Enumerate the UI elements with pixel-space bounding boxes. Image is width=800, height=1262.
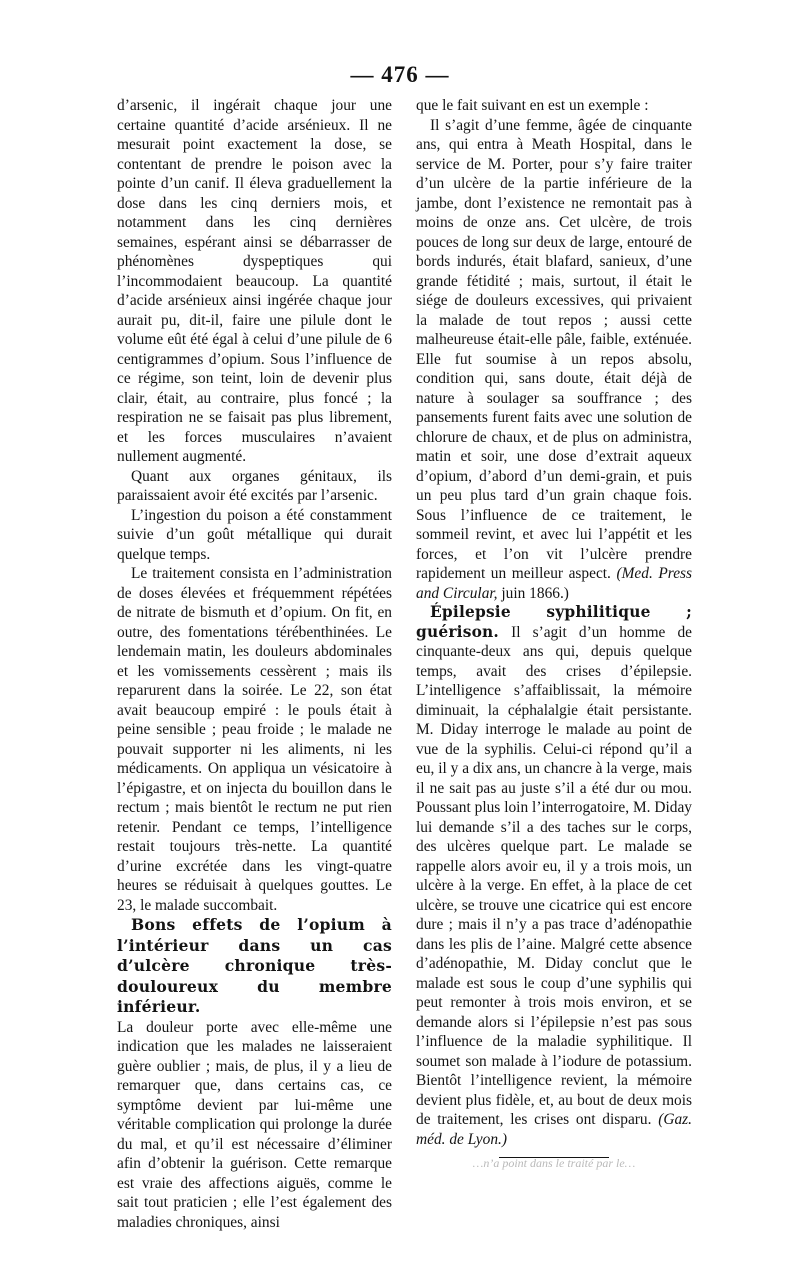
citation-med-press: (Med. Press and Circular, <box>416 565 692 602</box>
right-paragraph-2 <box>416 116 692 604</box>
right-paragraph-1: que le fait suivant en est un exemple : <box>416 97 649 114</box>
article-heading-opium-text: Bons effets de l’opium à l’intérieur dans un cas d’ulcère chronique très-douloureux du membre inférieur. <box>117 915 392 1016</box>
left-column <box>117 96 392 1232</box>
left-paragraph-4: Le traitement consista en l’administration de doses élevées et fréquemment répétées de nitrate de bismuth et d’opium. On fit, en outre, des fomentations térébenthinées. Le lendemain matin, les douleurs abdominales et les vomissements cessèrent ; mais ils reparurent dans la soirée. Le 22, son état avait beaucoup empiré : le pouls était à peine sensible ; peau froide ; le malade ne pouvait supporter ni les aliments, ni les médicaments. On appliqua un vésicatoire à l’épigastre, et on injecta du bouillon dans le rectum ; mais bientôt le rectum ne put rien retenir. Pendant ce temps, l’intelligence restait toujours très-nette. La quantité d’urine excrétée dans les vingt-quatre heures se réduisait à quelques gouttes. Le 23, le malade succombait. <box>117 565 392 914</box>
right-paragraph-2-text: Il s’agit d’une femme, âgée de cinquante ans, qui entra à Meath Hospital, dans le service de M. Porter, pour s’y faire traiter d’un ulcère de la partie inférieure de la jambe, dont l’existence ne remontait pas à moins de onze ans. Cet ulcère, de trois pouces de long sur deux de large, entouré de bords indurés, était blafard, sanieux, d’une grande fétidité ; mais, surtout, il était le siége de douleurs excessives, qui privaient la malade de tout repos ; aussi cette malheureuse était-elle pâle, faible, exténuée. Elle fut soumise à un repos absolu, condition qui, sans doute, était déjà de nature à soulager sa souffrance ; des pansements furent faits avec une solution de chlorure de chaux, et de plus on administra, matin et soir, une dose d’extrait aqueux d’opium, d’abord d’un demi-grain, et puis un peu plus tard d’un grain chaque fois. Sous l’influence de ce traitement, le sommeil revint, et avec lui l’appétit et les forces, et l’on vit l’ulcère prendre rapidement un meilleur aspect. <box>416 116 692 582</box>
right-column <box>416 96 692 1170</box>
page-number: — 476 — <box>350 62 450 87</box>
bleed-through-text: …n’a point dans le traité par le… <box>472 1156 636 1170</box>
left-paragraph-1: d’arsenic, il ingérait chaque jour une certaine quantité d’acide arsénieux. Il ne mesurait point exactement la dose, se contentant de prendre le poison avec la pointe d’un canif. Il éleva graduellement la dose dans les cinq derniers mois, et notamment dans les cinq dernières semaines, espérant ainsi se débarrasser de phénomènes dyspeptiques qui l’incommodaient beaucoup. La quantité d’acide arsénieux ainsi ingérée chaque jour aurait pu, dit-il, faire une pilule dont le volume eût été égal à celui d’une pilule de 6 centigrammes d’opium. Sous l’influence de ce régime, son teint, loin de devenir plus clair, était, au contraire, plus foncé ; la respiration ne se faisait pas plus librement, et les forces musculaires n’avaient nullement augmenté. <box>117 97 392 465</box>
article-heading-opium <box>117 915 392 1018</box>
citation-gaz-med-lyon: (Gaz. méd. de Lyon.) <box>416 1111 692 1148</box>
left-paragraph-3: L’ingestion du poison a été constamment suivie d’un goût métallique qui durait quelque temps. <box>117 506 392 563</box>
right-paragraph-3-text: Il s’agit d’un homme de cinquante-deux ans qui, depuis quelque temps, avait des crises d’épilepsie. L’intelligence s’affaiblissait, la mémoire diminuait, la céphalalgie était persistante. M. Diday interroge le malade au point de vue de la syphilis. Celui-ci répond qu’il a eu, il y a dix ans, un chancre à la verge, mais il ne sait pas au juste s’il a été dur ou mou. Poussant plus loin l’interrogatoire, M. Diday lui demande s’il a des taches sur le corps, des ulcères quelque part. Le malade se rappelle alors avoir eu, il y a trois mois, un ulcère à la verge. En effet, à la place de cet ulcère, se trouve une cicatrice qui est encore dure ; mais il n’y a pas trace d’adénopathie dans les plis de l’aine. Malgré cette absence d’adénopathie, M. Diday conclut que le malade est sous le coup d’une syphilis qui peut remonter à trois mois environ, et se demande alors si l’épilepsie n’est pas sous l’influence de la maladie syphilitique. Il soumet son malade à l’iodure de potassium. Bientôt l’intelligence revient, la mémoire devient plus fidèle, et, au bout de deux mois de traitement, les crises ont disparu. <box>416 623 692 1128</box>
left-paragraph-5: La douleur porte avec elle-même une indication que les malades ne laisseraient guère oublier ; mais, de plus, il y a lieu de remarquer que, dans certains cas, ce symptôme devient par lui-même une véritable complication qui prolonge la durée du mal, et qu’il est nécessaire d’éliminer afin d’obtenir la guérison. Cette remarque est vraie des affections aiguës, comme le sait tout praticien ; elle l’est également des maladies chroniques, ainsi <box>117 1018 392 1231</box>
citation-date: juin 1866.) <box>501 584 569 602</box>
left-paragraph-2: Quant aux organes génitaux, ils paraissaient avoir été excités par l’arsenic. <box>117 467 392 504</box>
article-heading-epilepsie: Épilepsie syphilitique ; guérison. <box>416 603 692 641</box>
article-epilepsie <box>416 603 692 1149</box>
